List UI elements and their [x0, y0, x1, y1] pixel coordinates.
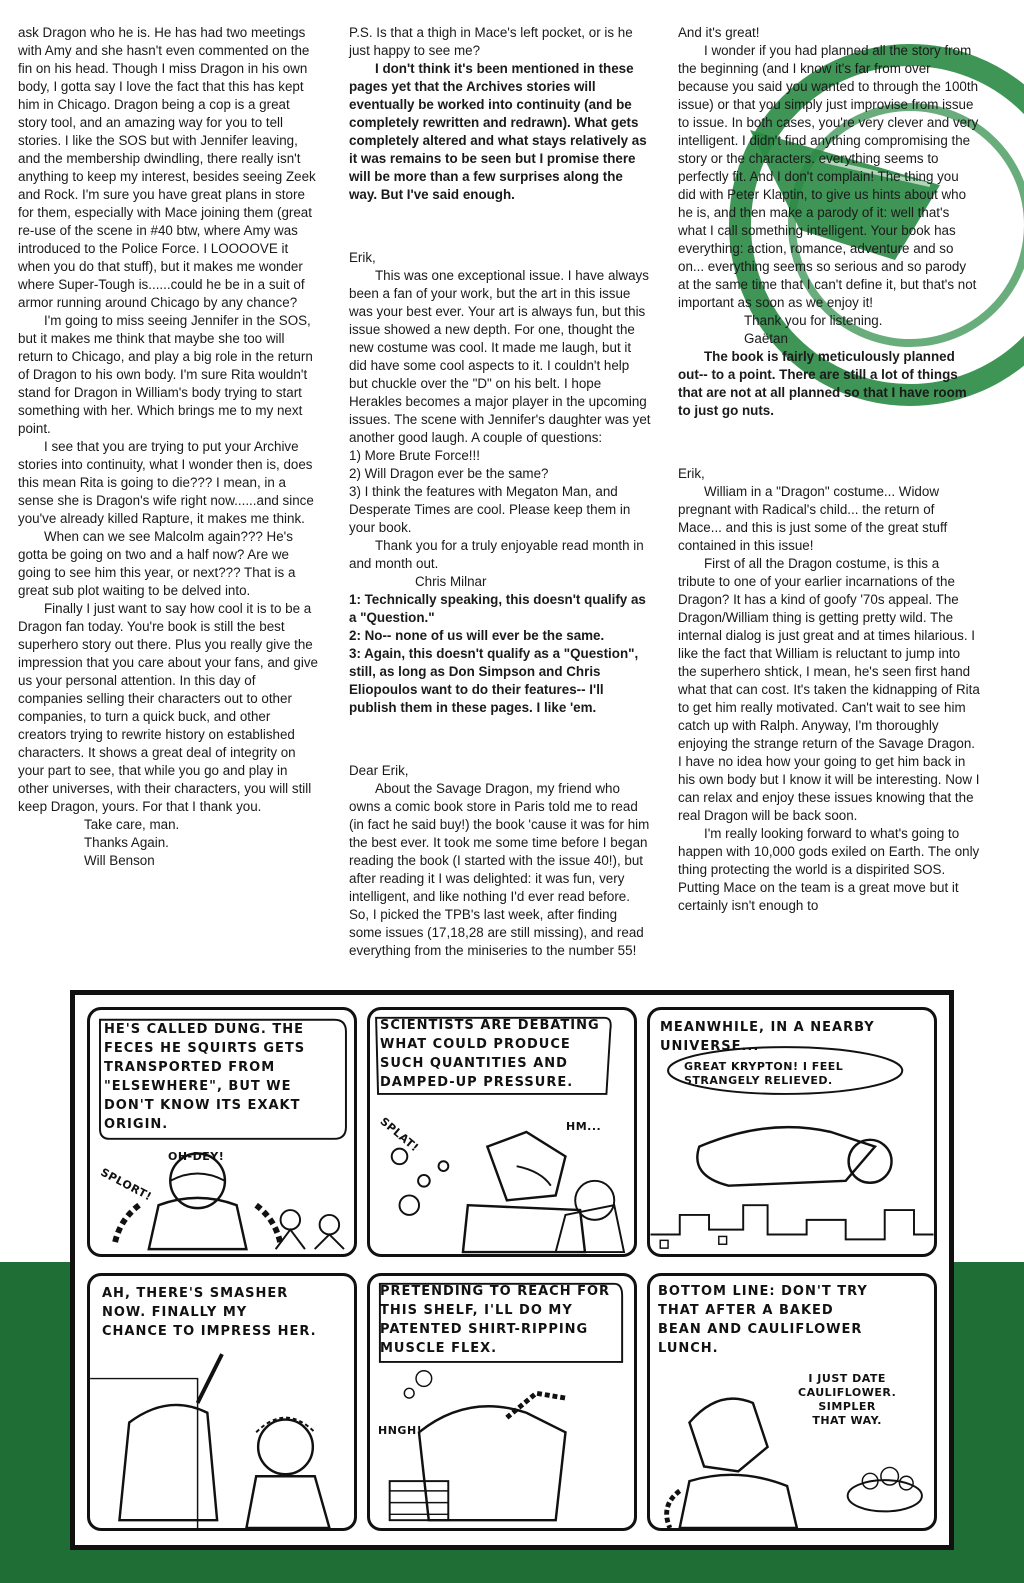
letter-paragraph: 2: No-- none of us will ever be the same. — [349, 627, 605, 643]
comic-panel-2 — [367, 1007, 637, 1257]
letter-paragraph: About the Savage Dragon, my friend who owns a comic book store in Paris told me to read (in fact he said buy!) the book 'cause it was for him the best ever. It took me some time before I began reading the book (I started with the issue 40!), but after reading it I was delighted: it was fun, very intelligent, and like nothing I'd ever read before. So, I picked the TPB's last week, after finding some issues (17,18,28 are still missing), and read everything from the miniseries to the number 55! — [349, 780, 650, 958]
letter-paragraph: 2) Will Dragon ever be the same? — [349, 465, 549, 481]
letter-paragraph: Erik, — [678, 465, 705, 481]
letter-paragraph: Gaëtan — [744, 331, 788, 346]
panel-2-speech-hm: HM... — [566, 1120, 602, 1133]
panel-1-caption: HE'S CALLED DUNG. THE FECES HE SQUIRTS GETS TRANSPORTED FROM "ELSEWHERE", BUT WE DON'T KNOW ITS EXAKT ORIGIN. — [104, 1022, 306, 1132]
panel-5-sfx-hngh: HNGH! — [378, 1424, 423, 1437]
letter-paragraph: I don't think it's been mentioned in these pages yet that the Archives stories will eventually be worked into continuity (and be completely rewritten and redrawn). What gets completely altered and what stays relatively as it was remains to be seen but I promise there will be more than a few surprises along the way. But I've said enough. — [349, 61, 647, 202]
letter-paragraph: And it's great! — [678, 25, 760, 40]
paragraph-spacer — [349, 730, 651, 748]
panel-6-speech: I JUST DATE CAULIFLOWER. SIMPLER THAT WAY. — [798, 1372, 897, 1427]
letter-paragraph: Chris Milnar — [415, 573, 487, 589]
letter-paragraph: Will Benson — [84, 853, 155, 868]
letter-paragraph: William in a "Dragon" costume... Widow pregnant with Radical's child... the return of Mace... and this is just some of the great stuff contained in this issue! — [678, 483, 948, 553]
letter-paragraph: Dear Erik, — [349, 762, 409, 778]
letter-paragraph: Finally I just want to say how cool it is to be a Dragon fan today. You're book is still the best superhero story out there. Plus you really give the impression that you care about your fans, and give us your personal attention. In this day of companies selling their characters out to other companies, to turn a quick buck, and other creators trying to rewrite history on established characters. It shows a great deal of integrity on your part to see, that while you go and play in other universes, with their characters, you will still keep Dragon, yours. For that I thank you. — [18, 601, 318, 814]
comic-panel-4 — [87, 1273, 357, 1531]
panel-3-speech: GREAT KRYPTON! I FEEL STRANGELY RELIEVED. — [684, 1060, 844, 1087]
letter-paragraph: The book is fairly meticulously planned out-- to a point. There are still a lot of things that are not at all planned so that I have room to just go nuts. — [678, 349, 967, 418]
letter-paragraph: Take care, man. — [84, 817, 180, 832]
letter-paragraph: 1) More Brute Force!!! — [349, 447, 480, 463]
letter-paragraph: P.S. Is that a thigh in Mace's left pocket, or is he just happy to see me? — [349, 25, 633, 58]
letter-paragraph: First of all the Dragon costume, is this a tribute to one of your earlier incarnations of the Dragon? It has a kind of goofy '70s appeal. The Dragon/William thing is getting pretty wild. The internal dialog is just great and at times hilarious. I like the fact that William is reluctant to jump into the superhero shtick, I mean, he's seen first hand what that can cost. It's taken the kidnapping of Rita to get him really motivated. Can't wait to see him catch up with Ralph. Anyway, I'm thoroughly enjoying the strange return of the Savage Dragon. I have no idea how your going to get him back in his own body but I know it will be interesting. Now I can relax and enjoy these issues knowing that the real Dragon will be back soon. — [678, 555, 980, 823]
panel-1-sfx-oh-dey: OH-DEY! — [168, 1150, 225, 1163]
letters-section — [18, 24, 1008, 964]
paragraph-spacer — [349, 217, 651, 235]
letter-paragraph: I wonder if you had planned all the story from the beginning (and I know it's far from over because you said you wanted to through the 100th issue) or that you simply just improvise from issue to issue. In both cases, you're very clever and very intelligent. I didn't find anything compromising the story or the characters. everything seems to perfectly fit. And I don't complain! The thing you did with Peter Klaptin, to give us hints about who he is, and then make a parody of it: well that's what I call something intelligent. Your book has everything: action, romance, adventure and so on... everything seems so serious and so parody at the same time that I can't define it, but that's not important as soon as we enjoy it! — [678, 43, 979, 310]
letter-paragraph: ask Dragon who he is. He has had two meetings with Amy and she hasn't even commented on the fin on his head. Though I miss Dragon in his own body, I gotta say I love the fact that this has kept him in Chicago. Dragon being a cop is a great story tool, and an amazing way for you to tell stories. I like the SOS but with Jennifer leaving, and the membership dwindling, there really isn't anything to keep my interest, besides seeing Zeek and Rock. I'm sure you have great plans in store for them, especially with Mace joining them (great re-use of the scene in #40 btw, where Amy was introduced to the Police Force. I LOOOOVE it when you do that stuff), but it makes me wonder where Super-Tough is......could he be in a suit of armor running around Chicago by any chance? — [18, 25, 316, 310]
panel-5-caption: PRETENDING TO REACH FOR THIS SHELF, I'LL DO MY PATENTED SHIRT-RIPPING MUSCLE FLEX. — [380, 1284, 611, 1356]
letter-paragraph: Erik, — [349, 249, 376, 265]
letters-column-3 — [678, 24, 980, 915]
letter-paragraph: 3) I think the features with Megaton Man, and Desperate Times are cool. Please keep them in your book. — [349, 483, 631, 535]
letters-column-1 — [18, 24, 320, 870]
panel-1-sfx-splort: SPLORT! — [98, 1165, 154, 1204]
letter-paragraph: 3: Again, this doesn't qualify as a "Question", still, as long as Don Simpson and Chris Eliopoulos want to do their features-- I'll publish them in these pages. I like 'em. — [349, 645, 639, 715]
letter-paragraph: I'm going to miss seeing Jennifer in the SOS, but it makes me think that maybe she too will return to Chicago, and play a big role in the return of Dragon to his own body. I'm sure Rita wouldn't stand for Dragon in William's body trying to start something with her. Which brings me to my next point. — [18, 313, 313, 436]
panel-4-caption: AH, THERE'S SMASHER NOW. FINALLY MY CHANCE TO IMPRESS HER. — [102, 1286, 317, 1339]
comic-panel-6 — [647, 1273, 937, 1531]
letters-column-2 — [349, 24, 651, 960]
letter-paragraph: 1: Technically speaking, this doesn't qualify as a "Question." — [349, 591, 646, 625]
letter-paragraph: I see that you are trying to put your Archive stories into continuity, what I wonder then is, does this mean Rita is going to die??? I mean, in a sense she is Dragon's wife right now......and since you've already killed Rapture, it makes me think. — [18, 439, 314, 526]
comic-strip — [70, 990, 954, 1550]
comic-panel-3 — [647, 1007, 937, 1257]
letter-paragraph: Thanks Again. — [84, 835, 169, 850]
panel-6-caption: BOTTOM LINE: DON'T TRY THAT AFTER A BAKED BEAN AND CAULIFLOWER LUNCH. — [658, 1284, 868, 1356]
letter-paragraph: I'm really looking forward to what's going to happen with 10,000 gods exiled on Earth. The only thing protecting the world is a dispirited SOS. Putting Mace on the team is a great move but it certainly isn't enough to — [678, 825, 980, 913]
comic-panel-5 — [367, 1273, 637, 1531]
panel-2-caption: SCIENTISTS ARE DEBATING WHAT COULD PRODUCE SUCH QUANTITIES AND DAMPED-UP PRESSURE. — [380, 1018, 600, 1090]
letter-paragraph: Thank you for a truly enjoyable read month in and month out. — [349, 537, 644, 571]
letter-paragraph: This was one exceptional issue. I have always been a fan of your work, but the art in this issue was your best ever. Your art is always fun, but this issue showed a new depth. For one, thought the new costume was cool. It made me laugh, but it did have some cool aspects to it. I couldn't help but chuckle over the "D" on his belt. I hope Herakles becomes a major player in the upcoming issues. The scene with Jennifer's daughter was yet another good laugh. A couple of questions: — [349, 267, 651, 445]
paragraph-spacer — [678, 433, 980, 451]
letter-paragraph: Thank you for listening. — [744, 313, 883, 328]
letter-paragraph: When can we see Malcolm again??? He's gotta be going on two and a half now? Are we going to see him this year, or next??? That is a great sub plot waiting to be delved into. — [18, 529, 296, 598]
comic-panel-1 — [87, 1007, 357, 1257]
panel-3-caption: MEANWHILE, IN A NEARBY UNIVERSE... — [660, 1020, 875, 1054]
panel-2-sfx-splat: SPLAT! — [377, 1114, 422, 1155]
